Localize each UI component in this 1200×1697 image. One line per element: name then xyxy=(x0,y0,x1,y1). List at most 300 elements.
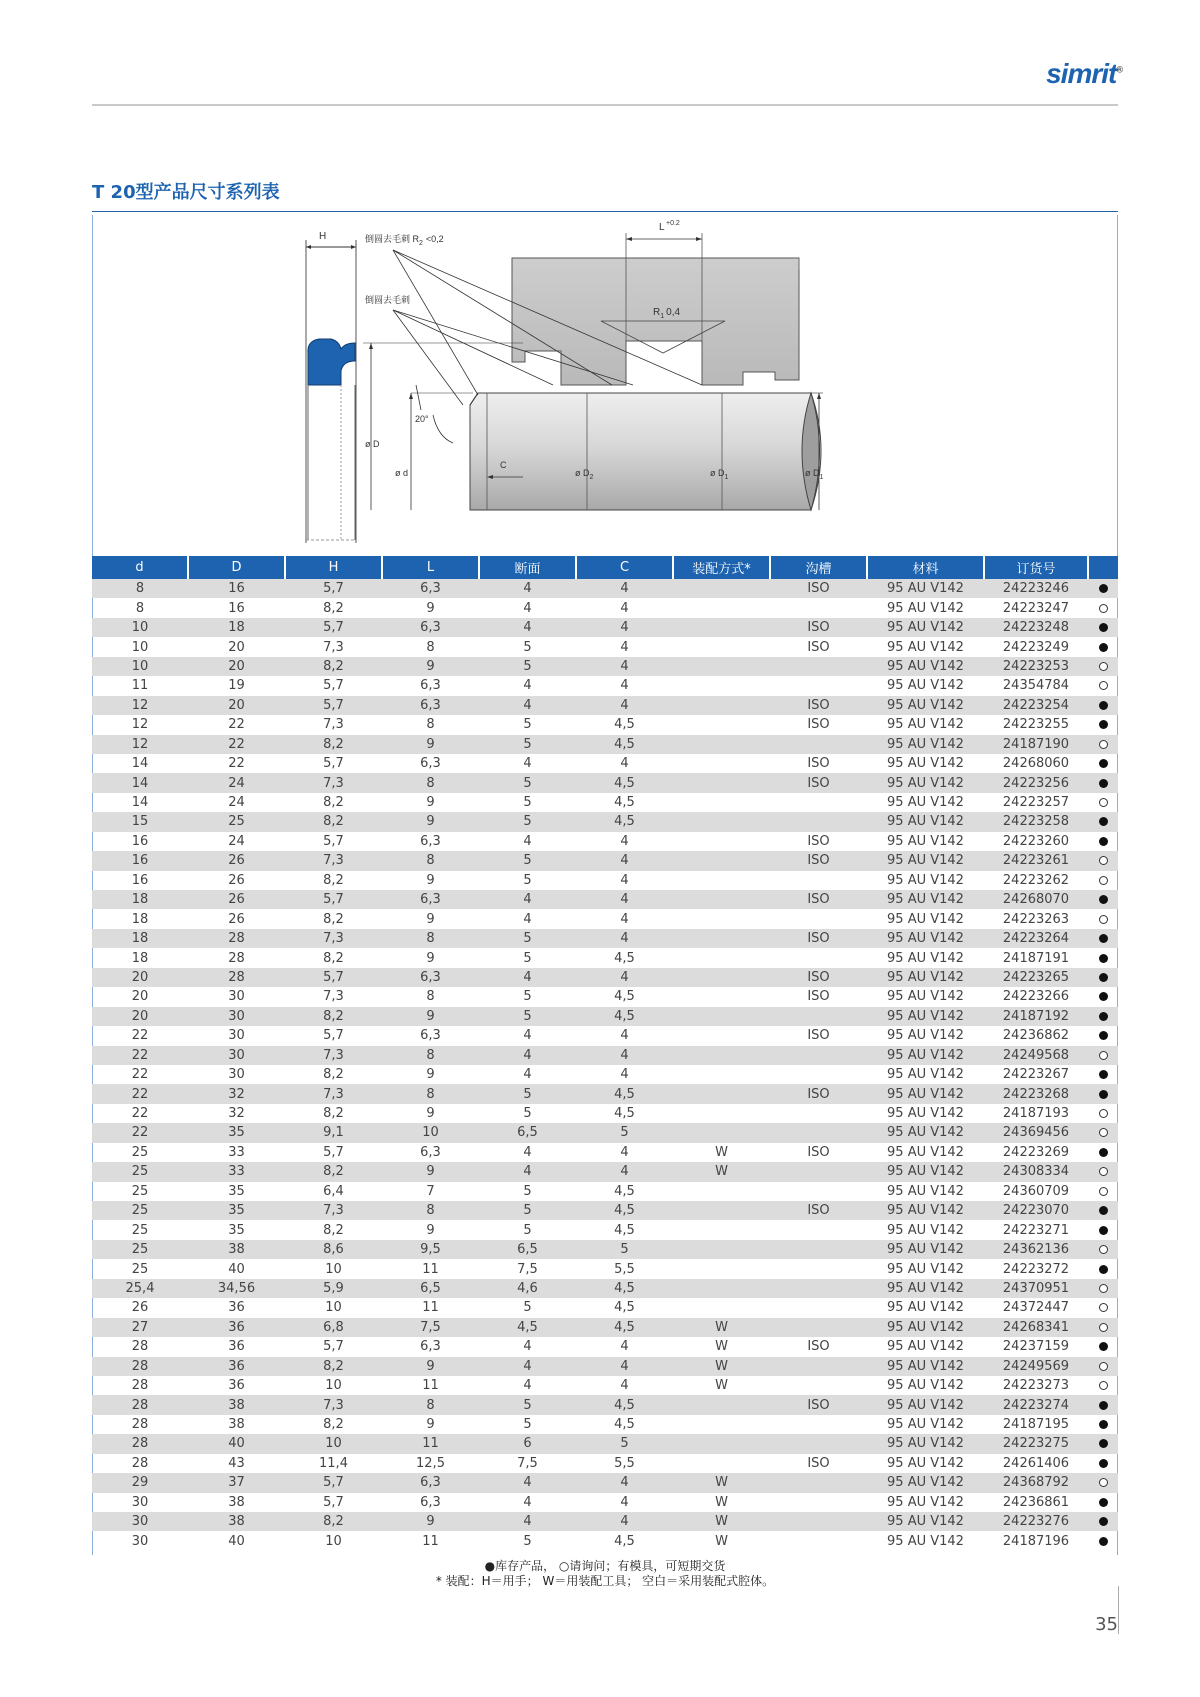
stock-status-cell xyxy=(1088,1318,1118,1337)
table-cell xyxy=(770,948,867,967)
table-cell: 95 AU V142 xyxy=(887,756,964,772)
table-cell: W xyxy=(715,1494,728,1510)
table-cell: 8,2 xyxy=(285,735,382,754)
table-cell xyxy=(673,715,770,734)
table-cell xyxy=(770,1046,867,1065)
on-request-icon xyxy=(1099,1381,1108,1390)
in-stock-icon xyxy=(1099,1012,1108,1021)
table-cell: 24187196 xyxy=(1002,1533,1070,1549)
in-stock-icon xyxy=(1099,1537,1108,1546)
table-cell: 24187195 xyxy=(1002,1417,1070,1433)
table-cell: 6,5 xyxy=(382,1279,479,1298)
in-stock-icon xyxy=(1099,779,1108,788)
table-cell: 9 xyxy=(382,657,479,676)
table-cell: 10 xyxy=(131,639,149,655)
table-cell xyxy=(770,1220,867,1239)
in-stock-icon xyxy=(1099,1226,1108,1235)
table-cell: 30 xyxy=(228,1067,245,1083)
table-cell: 4 xyxy=(620,1028,629,1044)
table-cell: 10 xyxy=(92,618,188,637)
table-cell: 5 xyxy=(479,657,576,676)
stock-status-cell xyxy=(1088,657,1118,676)
stock-status-cell xyxy=(1088,1104,1118,1123)
table-cell: W xyxy=(673,1162,770,1181)
on-request-icon xyxy=(1099,662,1108,671)
table-cell: 4,5 xyxy=(614,1106,635,1122)
table-cell xyxy=(770,1065,867,1084)
table-cell: 95 AU V142 xyxy=(887,1378,964,1394)
table-cell xyxy=(770,1415,867,1434)
table-cell: 24187190 xyxy=(984,735,1088,754)
stock-status-cell xyxy=(1088,1376,1118,1395)
column-header: L xyxy=(382,556,479,579)
in-stock-icon xyxy=(1099,701,1108,710)
table-cell: 8 xyxy=(382,851,479,870)
stock-status-cell xyxy=(1088,1493,1118,1512)
table-cell: 4 xyxy=(620,1378,629,1394)
table-cell: 26 xyxy=(188,851,285,870)
table-cell: 25 xyxy=(92,1201,188,1220)
table-cell: 24223262 xyxy=(1002,872,1070,888)
table-cell: 30 xyxy=(131,1494,149,1510)
table-cell: 6,3 xyxy=(382,696,479,715)
table-cell: ISO xyxy=(807,1028,830,1044)
table-cell: 36 xyxy=(188,1318,285,1337)
stock-status-cell xyxy=(1088,968,1118,987)
in-stock-icon xyxy=(1099,1342,1108,1351)
on-request-icon xyxy=(1099,1323,1108,1332)
stock-status-cell xyxy=(1088,715,1118,734)
stock-status-cell xyxy=(1088,812,1118,831)
table-cell: 4,5 xyxy=(576,1007,673,1026)
table-cell xyxy=(770,1318,867,1337)
table-cell: 95 AU V142 xyxy=(867,1046,984,1065)
table-cell: 4 xyxy=(576,929,673,948)
stock-status-cell xyxy=(1088,598,1118,617)
table-cell: 4,5 xyxy=(479,1318,576,1337)
table-cell: ISO xyxy=(807,989,830,1005)
table-cell: 10 xyxy=(325,1300,342,1316)
table-cell: 11 xyxy=(131,678,149,694)
table-cell: 4,5 xyxy=(576,773,673,792)
dim-h-label: H xyxy=(319,231,327,242)
table-cell: 8,2 xyxy=(285,1512,382,1531)
table-cell: ISO xyxy=(770,929,867,948)
table-cell: 8 xyxy=(426,989,435,1005)
table-cell: 95 AU V142 xyxy=(867,1279,984,1298)
table-cell: 4,5 xyxy=(614,795,635,811)
table-cell: 4 xyxy=(523,1378,532,1394)
table-cell: 24223249 xyxy=(1002,639,1070,655)
table-cell: 95 AU V142 xyxy=(887,600,964,616)
table-cell: 38 xyxy=(228,1494,245,1510)
table-cell: 8 xyxy=(382,1395,479,1414)
table-row xyxy=(92,598,1118,617)
table-cell: 16 xyxy=(92,851,188,870)
table-cell: 38 xyxy=(188,1240,285,1259)
table-cell: ISO xyxy=(770,696,867,715)
page-title: T 20型产品尺寸系列表 xyxy=(92,182,280,203)
table-cell: 5 xyxy=(523,795,532,811)
on-request-icon xyxy=(1099,740,1108,749)
table-cell: 24223246 xyxy=(984,579,1088,598)
table-cell xyxy=(770,1376,867,1395)
table-cell: 24187193 xyxy=(1002,1106,1070,1122)
table-cell: 4 xyxy=(620,1067,629,1083)
table-cell: 8,2 xyxy=(285,1007,382,1026)
table-cell: 24223265 xyxy=(984,968,1088,987)
table-cell xyxy=(770,676,867,695)
table-cell: 95 AU V142 xyxy=(867,1512,984,1531)
table-cell: 35 xyxy=(228,1222,245,1238)
stock-status-cell xyxy=(1088,1007,1118,1026)
table-cell: 24249569 xyxy=(984,1357,1088,1376)
stock-status-cell xyxy=(1088,1357,1118,1376)
table-cell: 30 xyxy=(92,1512,188,1531)
table-cell: 32 xyxy=(188,1084,285,1103)
table-cell xyxy=(770,1493,867,1512)
table-cell: 28 xyxy=(228,950,245,966)
table-row xyxy=(92,1026,1118,1045)
table-row xyxy=(92,1395,1118,1414)
table-cell: 8,2 xyxy=(323,795,344,811)
table-cell xyxy=(673,1395,770,1414)
table-cell: 5,7 xyxy=(285,579,382,598)
table-cell: 24223263 xyxy=(1002,911,1070,927)
table-cell: 4 xyxy=(576,851,673,870)
table-cell: 95 AU V142 xyxy=(867,1123,984,1142)
column-header: d xyxy=(92,556,188,579)
table-cell: 22 xyxy=(92,1123,188,1142)
table-cell xyxy=(673,1026,770,1045)
table-cell: 26 xyxy=(228,911,245,927)
table-cell: W xyxy=(715,1144,728,1160)
table-cell: 24223267 xyxy=(1002,1067,1070,1083)
table-cell: 40 xyxy=(188,1434,285,1453)
table-cell: 24268070 xyxy=(984,890,1088,909)
stock-status-cell xyxy=(1088,851,1118,870)
on-request-icon xyxy=(1099,1478,1108,1487)
table-cell: 95 AU V142 xyxy=(867,851,984,870)
table-cell: 25 xyxy=(188,812,285,831)
stock-status-cell xyxy=(1088,637,1118,656)
stock-status-cell xyxy=(1088,1259,1118,1278)
table-cell: 7,5 xyxy=(517,1455,538,1471)
table-cell: 4 xyxy=(479,1046,576,1065)
stock-status-cell xyxy=(1088,735,1118,754)
table-cell xyxy=(770,1007,867,1026)
table-cell xyxy=(673,1279,770,1298)
table-cell xyxy=(770,871,867,890)
table-cell: 5 xyxy=(523,989,532,1005)
table-cell: 24223264 xyxy=(984,929,1088,948)
column-header: 断面 xyxy=(479,556,576,579)
table-cell: 27 xyxy=(92,1318,188,1337)
table-cell: 12,5 xyxy=(416,1455,445,1471)
stock-status-cell xyxy=(1088,1473,1118,1492)
table-cell: 36 xyxy=(188,1357,285,1376)
table-cell: 4 xyxy=(620,911,629,927)
table-cell: 5,7 xyxy=(285,890,382,909)
table-cell: 11 xyxy=(382,1434,479,1453)
stock-status-cell xyxy=(1088,1143,1118,1162)
stock-status-cell xyxy=(1088,1298,1118,1317)
table-cell: 95 AU V142 xyxy=(887,1300,964,1316)
table-cell: 9 xyxy=(382,1357,479,1376)
table-cell xyxy=(673,1454,770,1473)
table-cell: 4 xyxy=(479,1357,576,1376)
table-cell: 95 AU V142 xyxy=(887,833,964,849)
table-cell: 16 xyxy=(228,600,245,616)
table-cell: 4 xyxy=(620,639,629,655)
in-stock-icon xyxy=(1099,1265,1108,1274)
table-cell xyxy=(673,1240,770,1259)
table-cell: 24223274 xyxy=(984,1395,1088,1414)
table-row xyxy=(92,1220,1118,1239)
table-cell xyxy=(770,1531,867,1550)
table-cell xyxy=(673,812,770,831)
table-cell: 22 xyxy=(92,1046,188,1065)
stock-status-cell xyxy=(1088,1046,1118,1065)
table-cell: 15 xyxy=(92,812,188,831)
table-cell: 95 AU V142 xyxy=(887,1222,964,1238)
table-cell: 28 xyxy=(131,1417,149,1433)
table-cell: ISO xyxy=(807,833,830,849)
table-cell: 24223070 xyxy=(984,1201,1088,1220)
table-cell: ISO xyxy=(807,1455,830,1471)
table-cell: 28 xyxy=(92,1434,188,1453)
phi-d2-label: ø $D_2$ xyxy=(575,468,594,481)
table-cell: 6,3 xyxy=(420,1339,441,1355)
table-cell: 95 AU V142 xyxy=(867,1007,984,1026)
table-cell: 8,6 xyxy=(285,1240,382,1259)
table-cell: 24223254 xyxy=(984,696,1088,715)
table-cell: 24223275 xyxy=(984,1434,1088,1453)
table-cell xyxy=(673,851,770,870)
table-cell: 30 xyxy=(228,989,245,1005)
table-cell: 10 xyxy=(325,1533,342,1549)
in-stock-icon xyxy=(1099,623,1108,632)
table-cell: 9 xyxy=(426,1067,435,1083)
table-cell: 4,5 xyxy=(614,950,635,966)
table-row xyxy=(92,1512,1118,1531)
table-cell: 7,3 xyxy=(323,989,344,1005)
table-cell: 36 xyxy=(228,1339,245,1355)
title-rule xyxy=(92,211,1118,212)
in-stock-icon xyxy=(1099,1420,1108,1429)
table-cell: 24 xyxy=(228,833,245,849)
table-cell xyxy=(770,1298,867,1317)
table-cell: 4 xyxy=(620,600,629,616)
table-cell xyxy=(673,657,770,676)
table-cell: 5 xyxy=(523,1300,532,1316)
table-cell xyxy=(673,1065,770,1084)
table-cell: 5 xyxy=(523,950,532,966)
table-cell: 95 AU V142 xyxy=(867,618,984,637)
table-cell: 18 xyxy=(188,618,285,637)
in-stock-icon xyxy=(1099,1148,1108,1157)
table-cell: 4 xyxy=(576,579,673,598)
table-cell: 7,3 xyxy=(285,1201,382,1220)
table-cell xyxy=(770,793,867,812)
table-cell: 8 xyxy=(382,929,479,948)
table-row xyxy=(92,1182,1118,1201)
table-cell xyxy=(673,676,770,695)
table-cell xyxy=(770,1259,867,1278)
table-row xyxy=(92,657,1118,676)
table-row xyxy=(92,1201,1118,1220)
table-cell: 5 xyxy=(479,735,576,754)
table-cell: 4,5 xyxy=(614,1183,635,1199)
table-row xyxy=(92,871,1118,890)
on-request-icon xyxy=(1099,1187,1108,1196)
table-cell: 95 AU V142 xyxy=(887,795,964,811)
table-cell: 4 xyxy=(576,657,673,676)
table-cell: 6,3 xyxy=(382,618,479,637)
table-cell: 8 xyxy=(426,639,435,655)
stock-status-cell xyxy=(1088,793,1118,812)
table-cell: ISO xyxy=(807,1339,830,1355)
table-cell: ISO xyxy=(807,717,830,733)
column-header: 装配方式* xyxy=(673,556,770,579)
table-row xyxy=(92,1376,1118,1395)
table-cell: 6,3 xyxy=(382,579,479,598)
table-row xyxy=(92,1084,1118,1103)
table-row xyxy=(92,735,1118,754)
table-cell: 16 xyxy=(131,833,149,849)
phi-d-inner-label: ø d xyxy=(395,468,409,478)
table-cell: 24 xyxy=(228,795,245,811)
table-cell: 95 AU V142 xyxy=(887,1028,964,1044)
table-cell: ISO xyxy=(770,1201,867,1220)
on-request-icon xyxy=(1099,1167,1108,1176)
table-row xyxy=(92,1531,1118,1550)
table-cell: 10 xyxy=(92,657,188,676)
table-cell: 5,5 xyxy=(614,1261,635,1277)
table-cell: 6,5 xyxy=(479,1240,576,1259)
table-cell: 4 xyxy=(523,1067,532,1083)
on-request-icon xyxy=(1099,1245,1108,1254)
table-cell: 25 xyxy=(131,1222,149,1238)
table-cell: W xyxy=(673,1357,770,1376)
table-cell: 24223272 xyxy=(1002,1261,1070,1277)
table-cell: 11 xyxy=(422,1261,439,1277)
page-number: 35 xyxy=(1095,1614,1118,1635)
table-row xyxy=(92,696,1118,715)
table-row xyxy=(92,812,1118,831)
table-cell xyxy=(673,696,770,715)
table-row xyxy=(92,909,1118,928)
table-cell: 95 AU V142 xyxy=(867,1162,984,1181)
table-cell: 28 xyxy=(188,968,285,987)
table-cell: 24308334 xyxy=(984,1162,1088,1181)
table-cell: 7,5 xyxy=(517,1261,538,1277)
column-header: 沟槽 xyxy=(770,556,867,579)
table-cell: 5 xyxy=(479,1084,576,1103)
table-row xyxy=(92,1143,1118,1162)
table-cell: 5 xyxy=(479,812,576,831)
table-row xyxy=(92,1473,1118,1492)
table-cell: 95 AU V142 xyxy=(887,1106,964,1122)
table-cell: 24237159 xyxy=(1002,1339,1070,1355)
table-cell: ISO xyxy=(770,968,867,987)
table-cell: 9 xyxy=(426,1222,435,1238)
table-cell: 5,7 xyxy=(323,1494,344,1510)
table-cell: 24223258 xyxy=(984,812,1088,831)
table-cell: 7,3 xyxy=(285,1084,382,1103)
table-cell: 24223257 xyxy=(1002,795,1070,811)
stock-status-cell xyxy=(1088,1065,1118,1084)
table-cell: ISO xyxy=(770,851,867,870)
table-row xyxy=(92,832,1118,851)
table-cell: 95 AU V142 xyxy=(887,678,964,694)
table-cell: 95 AU V142 xyxy=(887,1144,964,1160)
table-cell: 7,5 xyxy=(382,1318,479,1337)
table-cell xyxy=(770,598,867,617)
table-cell: 7,3 xyxy=(285,773,382,792)
in-stock-icon xyxy=(1099,934,1108,943)
table-cell: 95 AU V142 xyxy=(887,950,964,966)
table-cell: W xyxy=(715,1339,728,1355)
in-stock-icon xyxy=(1099,817,1108,826)
table-cell: ISO xyxy=(807,1144,830,1160)
seal-technical-drawing xyxy=(93,215,1117,555)
table-cell: 11,4 xyxy=(319,1455,348,1471)
table-cell xyxy=(673,598,770,617)
table-cell: 9 xyxy=(382,1007,479,1026)
table-cell: 11 xyxy=(422,1300,439,1316)
table-cell: 4 xyxy=(523,1494,532,1510)
table-cell: 22 xyxy=(131,1106,149,1122)
table-cell: 24354784 xyxy=(1002,678,1070,694)
table-cell xyxy=(673,1298,770,1317)
stock-status-cell xyxy=(1088,1454,1118,1473)
table-cell: 24249568 xyxy=(984,1046,1088,1065)
table-cell xyxy=(770,1182,867,1201)
table-cell: 10 xyxy=(382,1123,479,1142)
table-cell: 4 xyxy=(620,1339,629,1355)
in-stock-icon xyxy=(1099,759,1108,768)
stock-status-cell xyxy=(1088,1512,1118,1531)
table-cell xyxy=(673,1046,770,1065)
table-cell: 8,2 xyxy=(285,1162,382,1181)
table-cell: 4,5 xyxy=(614,1222,635,1238)
in-stock-icon xyxy=(1099,1090,1108,1099)
on-request-icon xyxy=(1099,1284,1108,1293)
column-header: 订货号 xyxy=(984,556,1088,579)
table-cell: 95 AU V142 xyxy=(887,1261,964,1277)
table-cell: 18 xyxy=(92,890,188,909)
table-cell: 5 xyxy=(479,1395,576,1414)
table-cell: 20 xyxy=(131,989,149,1005)
table-cell: 4 xyxy=(620,1144,629,1160)
table-cell: 4,5 xyxy=(576,1318,673,1337)
table-cell: 10 xyxy=(285,1434,382,1453)
table-row xyxy=(92,715,1118,734)
dimension-table xyxy=(92,556,1118,1551)
table-cell: 24223261 xyxy=(984,851,1088,870)
table-cell: 35 xyxy=(228,1183,245,1199)
table-cell: 4 xyxy=(576,1357,673,1376)
table-cell: 40 xyxy=(228,1261,245,1277)
table-cell: 6,8 xyxy=(285,1318,382,1337)
table-cell: 9 xyxy=(382,812,479,831)
table-cell: 6 xyxy=(479,1434,576,1453)
table-cell: 4 xyxy=(523,911,532,927)
table-cell: 20 xyxy=(188,657,285,676)
table-cell: 22 xyxy=(131,1028,149,1044)
dim-l-label: L xyxy=(659,222,665,233)
